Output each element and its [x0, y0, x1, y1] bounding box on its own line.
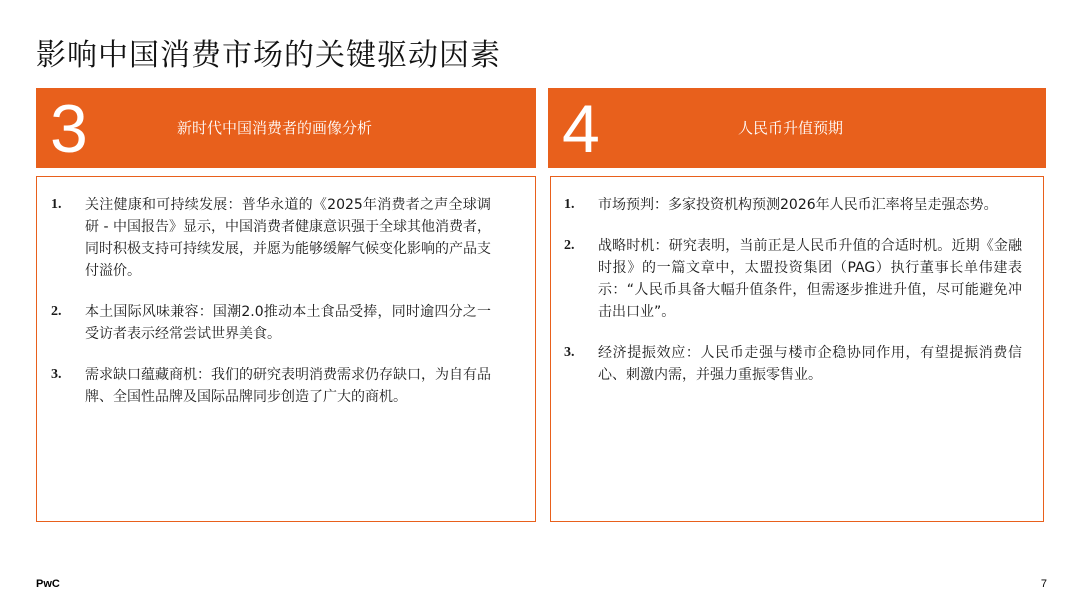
brand-logo-text: PwC	[36, 578, 60, 590]
list-item	[564, 342, 1022, 386]
list-item-index: 2.	[51, 304, 62, 319]
list-item	[51, 194, 491, 282]
list-item	[51, 301, 491, 345]
panel-3-header	[36, 88, 536, 168]
panel-4-number: 4	[562, 91, 600, 167]
panel-4-body	[550, 176, 1044, 522]
list-item-text: 战略时机：研究表明，当前正是人民币升值的合适时机。近期《金融时报》的一篇文章中，太盟投资集团（PAG）执行董事长单伟建表示：“人民币具备大幅升值条件，但需逐步推进升值，尽可能避免冲击出口业”。	[598, 238, 1022, 320]
panel-3-title: 新时代中国消费者的画像分析	[177, 119, 373, 137]
list-item	[564, 194, 1022, 216]
panel-4-title: 人民币升值预期	[738, 119, 844, 137]
panel-4-list	[564, 194, 1022, 405]
list-item	[564, 235, 1022, 323]
list-item-text: 经济提振效应：人民币走强与楼市企稳协同作用，有望提振消费信心、刺激内需，并强力重振零售业。	[598, 345, 1022, 383]
list-item	[51, 364, 491, 408]
list-item-text: 本土国际风味兼容：国潮2.0推动本土食品受捧，同时逾四分之一受访者表示经常尝试世界美食。	[85, 304, 491, 342]
list-item-index: 1.	[564, 197, 575, 212]
panel-4-header	[548, 88, 1046, 168]
panel-3-list	[51, 194, 491, 427]
list-item-index: 1.	[51, 197, 62, 212]
list-item-text: 关注健康和可持续发展：普华永道的《2025年消费者之声全球调研 - 中国报告》显示，中国消费者健康意识强于全球其他消费者，同时积极支持可持续发展，并愿为能够缓解气候变化影响的产品支付溢价。	[85, 197, 491, 279]
list-item-index: 2.	[564, 238, 575, 253]
page-number: 7	[1040, 578, 1047, 590]
page-title: 影响中国消费市场的关键驱动因素	[36, 38, 501, 73]
panel-3-body	[36, 176, 536, 522]
list-item-text: 市场预判：多家投资机构预测2026年人民币汇率将呈走强态势。	[598, 197, 998, 213]
list-item-index: 3.	[51, 367, 62, 382]
list-item-text: 需求缺口蕴藏商机：我们的研究表明消费需求仍存缺口，为自有品牌、全国性品牌及国际品牌同步创造了广大的商机。	[85, 367, 491, 405]
panel-3-number: 3	[50, 91, 88, 167]
list-item-index: 3.	[564, 345, 575, 360]
